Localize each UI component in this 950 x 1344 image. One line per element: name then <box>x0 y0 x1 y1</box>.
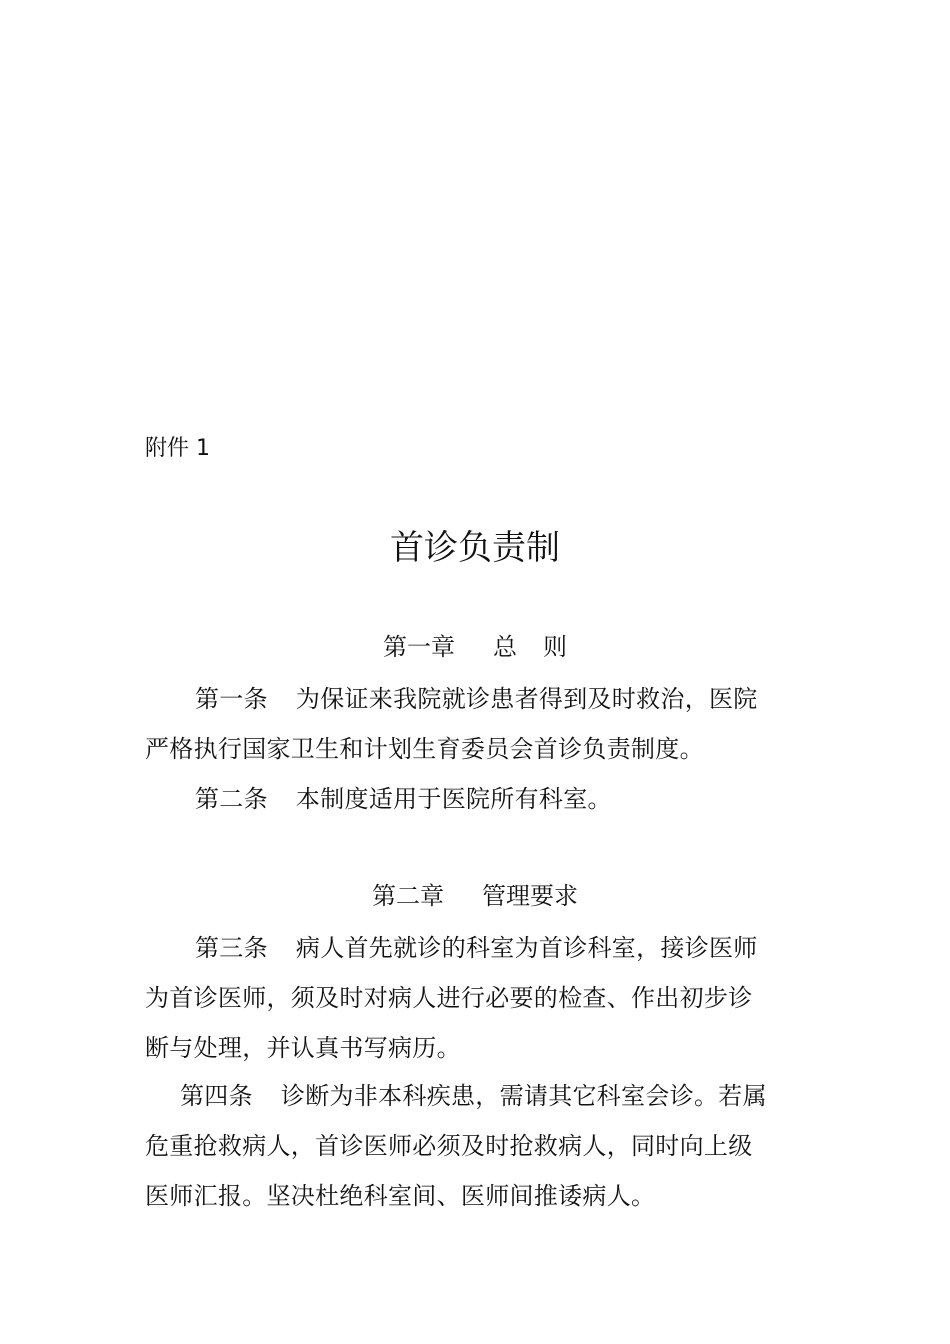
article-2-line-1 <box>195 784 612 814</box>
article-3-line-2: 为首诊医师，须及时对病人进行必要的检查、作出初步诊 <box>145 984 753 1012</box>
article-4-line-2: 危重抢救病人，首诊医师必须及时抢救病人，同时向上级 <box>145 1132 753 1160</box>
chapter-2-number: 第二章 <box>372 882 444 910</box>
chapter-heading-1 <box>0 632 950 662</box>
article-3-text-1: 病人首先就诊的科室为首诊科室，接诊医师 <box>295 934 758 962</box>
article-4-line-3: 医师汇报。坚决杜绝科室间、医师间推诿病人。 <box>145 1182 656 1210</box>
article-3-label: 第三条 <box>195 934 268 962</box>
article-1-label: 第一条 <box>195 685 268 713</box>
article-1-text-1: 为保证来我院就诊患者得到及时救治，医院 <box>295 685 758 713</box>
article-3-line-3: 断与处理，并认真书写病历。 <box>145 1034 461 1062</box>
chapter-heading-2 <box>0 881 950 911</box>
chapter-1-title-part-2: 则 <box>543 633 567 661</box>
attachment-label: 附件 1 <box>145 436 210 461</box>
article-1-line-2: 严格执行国家卫生和计划生育委员会首诊负责制度。 <box>145 735 704 763</box>
article-3-line-1 <box>195 933 758 963</box>
chapter-2-title: 管理要求 <box>482 882 578 910</box>
chapter-1-number: 第一章 <box>383 633 455 661</box>
article-4-label: 第四条 <box>180 1082 253 1110</box>
chapter-1-title-part-1: 总 <box>493 633 517 661</box>
article-4-line-1 <box>180 1081 767 1111</box>
article-2-text-1: 本制度适用于医院所有科室。 <box>295 785 612 813</box>
article-1-line-1 <box>195 684 758 714</box>
document-title: 首诊负责制 <box>390 528 560 568</box>
article-2-label: 第二条 <box>195 785 268 813</box>
article-4-text-1: 诊断为非本科疾患，需请其它科室会诊。若属 <box>280 1082 767 1110</box>
